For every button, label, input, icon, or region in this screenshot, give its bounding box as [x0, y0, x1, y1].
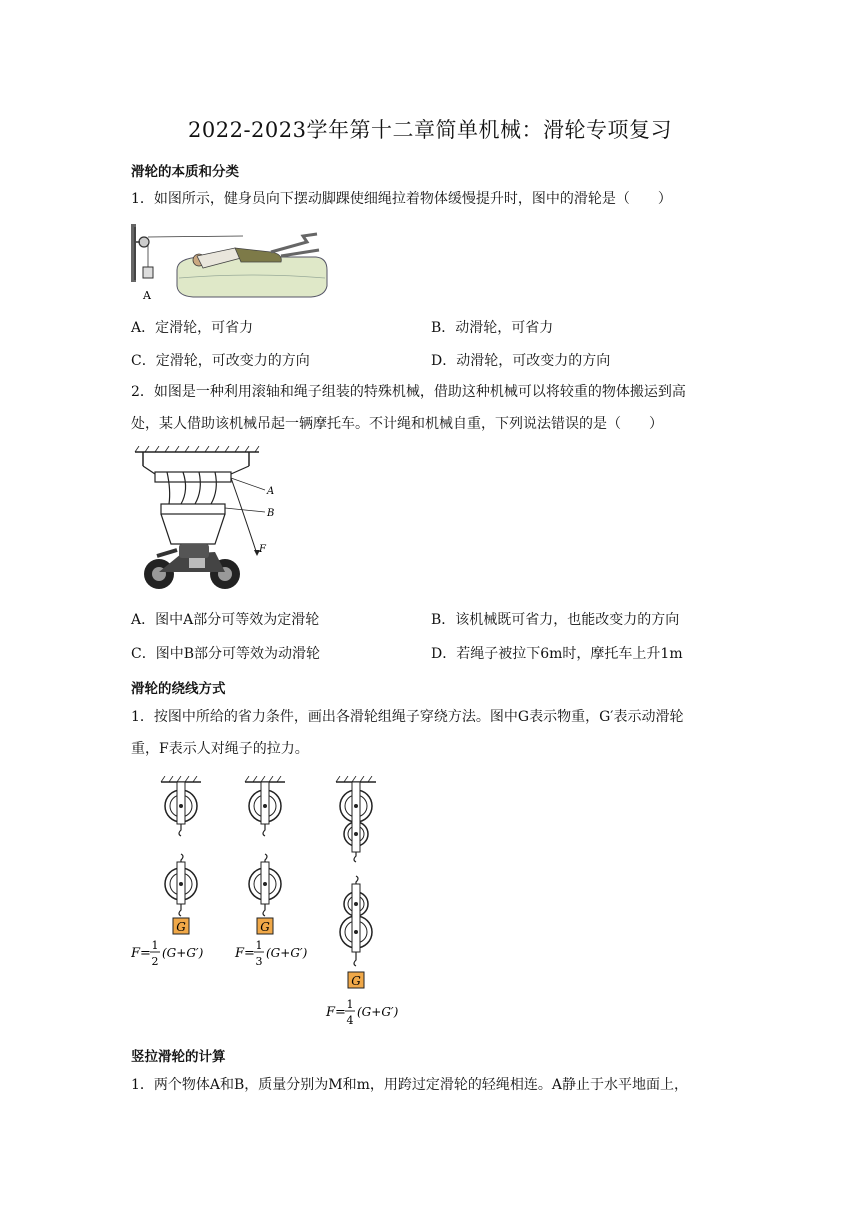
lower-roller-b [161, 504, 225, 514]
q1-option-a[interactable]: A．定滑轮，可省力 [131, 320, 254, 336]
motorcycle [144, 544, 240, 589]
q2-option-c[interactable]: C．图中B部分可等效为动滑轮 [131, 646, 320, 662]
formula-suffix: (G+G′) [162, 946, 204, 960]
pulley-wheel [139, 237, 149, 247]
q1-option-b[interactable]: B．动滑轮，可省力 [431, 320, 554, 336]
question-3-stem-line-1: 1．按图中所给的省力条件，画出各滑轮组绳子穿绕方法。图中G表示物重，G′表示动滑轮 [131, 709, 684, 725]
formula-denominator: 2 [151, 955, 159, 968]
pulley-system-3 [325, 776, 399, 1027]
formula-denominator: 3 [255, 955, 263, 968]
formula-suffix: (G+G′) [357, 1005, 399, 1019]
question-1-stem: 1．如图所示，健身员向下摆动脚踝使细绳拉着物体缓慢提升时，图中的滑轮是（ ） [131, 191, 672, 207]
formula-numerator: 1 [255, 939, 263, 952]
pulley-system-2 [234, 776, 308, 968]
section-heading-rope-winding: 滑轮的绕线方式 [131, 681, 226, 697]
q1-option-c[interactable]: C．定滑轮，可改变力的方向 [131, 353, 310, 369]
upper-roller-a [155, 472, 231, 482]
weight-label: G [260, 920, 270, 934]
section-heading-pulley-nature: 滑轮的本质和分类 [131, 164, 239, 180]
question-2-stem-line-2: 处，某人借助该机械吊起一辆摩托车。不计绳和机械自重，下列说法错误的是（ ） [131, 416, 663, 432]
weight-label: G [351, 974, 361, 988]
label-f: F [259, 544, 266, 555]
formula-prefix: F= [235, 946, 255, 961]
question-3-stem-line-2: 重，F表示人对绳子的拉力。 [131, 741, 309, 757]
formula-prefix: F= [131, 946, 151, 961]
q2-option-d[interactable]: D．若绳子被拉下6m时，摩托车上升1m [431, 646, 683, 662]
q2-option-b[interactable]: B．该机械既可省力，也能改变力的方向 [431, 612, 680, 628]
lift-sling [161, 514, 225, 544]
pulley-system-1 [131, 776, 204, 968]
formula-numerator: 1 [346, 998, 354, 1011]
pull-rope [231, 478, 257, 554]
figure-roller-machine [131, 446, 291, 596]
weight-block [143, 267, 153, 278]
label-b: B [267, 508, 275, 519]
q1-option-d[interactable]: D．动滑轮，可改变力的方向 [431, 353, 611, 369]
formula-denominator: 4 [346, 1014, 354, 1027]
weight-label: G [176, 920, 186, 934]
figure-fitness-pulley [131, 222, 331, 302]
formula-numerator: 1 [151, 939, 159, 952]
question-4-stem: 1．两个物体A和B，质量分别为M和m，用跨过定滑轮的轻绳相连。A静止于水平地面上， [131, 1077, 689, 1093]
question-2-stem-line-1: 2．如图是一种利用滚轴和绳子组装的特殊机械，借助这种机械可以将较重的物体搬运到高 [131, 384, 686, 400]
section-heading-vertical-pulley-calc: 竖拉滑轮的计算 [131, 1049, 226, 1065]
formula-prefix: F= [326, 1005, 346, 1020]
figure-pulley-systems [131, 776, 421, 1032]
formula-suffix: (G+G′) [266, 946, 308, 960]
label-a: A [267, 486, 275, 497]
rope [148, 236, 243, 237]
q2-option-a[interactable]: A．图中A部分可等效为定滑轮 [131, 612, 320, 628]
figure-label-a: A [143, 289, 151, 302]
page-title: 2022-2023学年第十二章简单机械：滑轮专项复习 [188, 118, 672, 142]
